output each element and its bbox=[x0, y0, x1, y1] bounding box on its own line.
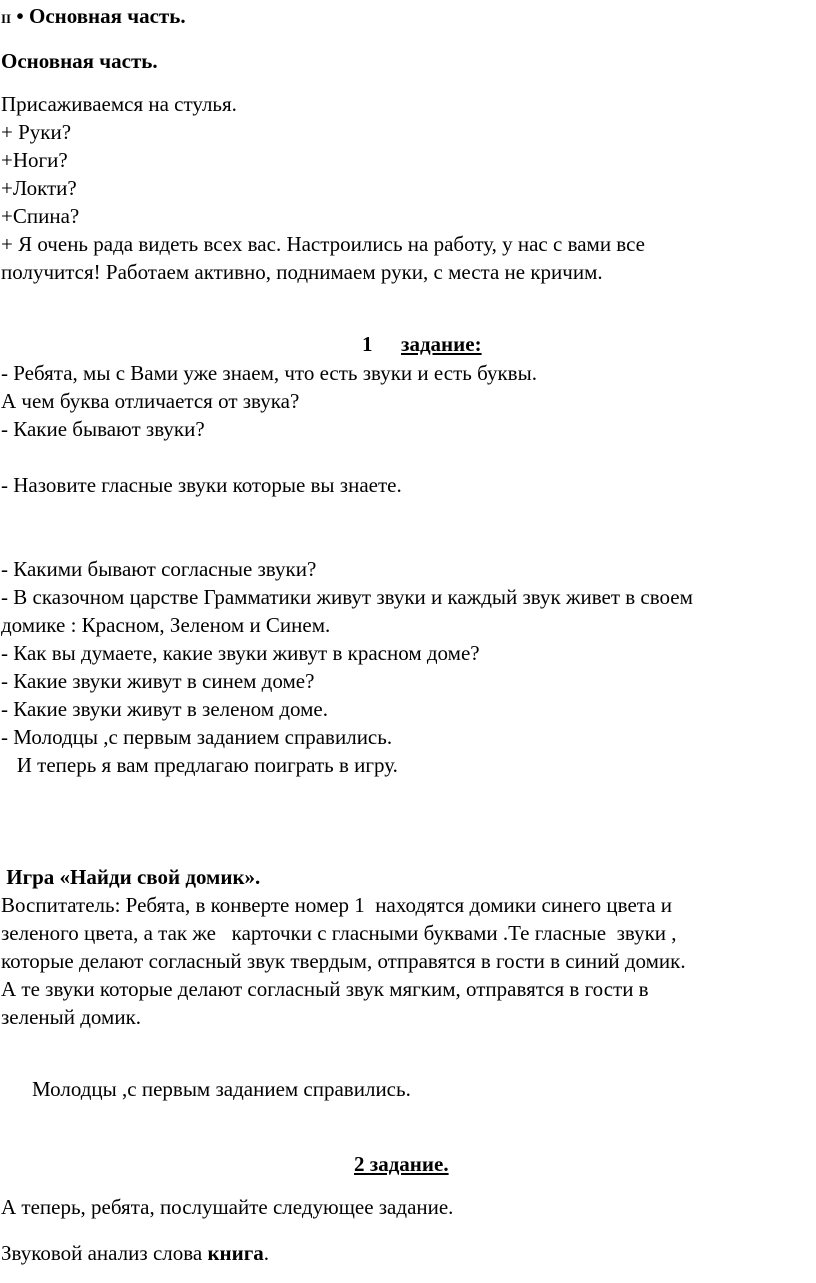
intro-line: +Локти? bbox=[1, 176, 77, 200]
game-line: зеленого цвета, а так же карточки с гласными буквами .Те гласные звуки , bbox=[1, 921, 677, 945]
intro-line: +Ноги? bbox=[1, 148, 68, 172]
task2-line: А теперь, ребята, послушайте следующее задание. bbox=[1, 1195, 454, 1219]
heading-title: Основная часть. bbox=[28, 4, 186, 28]
section-roman-numeral: II bbox=[1, 11, 12, 26]
game-title: Игра «Найди свой домик». bbox=[1, 865, 261, 889]
task1-line: - Ребята, мы с Вами уже знаем, что есть звуки и есть буквы. bbox=[1, 361, 537, 385]
task1-line: домике : Красном, Зеленом и Синем. bbox=[1, 613, 331, 637]
task1-line: И теперь я вам предлагаю поиграть в игру. bbox=[1, 753, 398, 777]
intro-line: + Руки? bbox=[1, 120, 72, 144]
task1-line: - Как вы думаете, какие звуки живут в красном доме? bbox=[1, 641, 480, 665]
task1-number: 1 bbox=[362, 332, 373, 356]
task2-word: книга bbox=[207, 1241, 264, 1265]
intro-line: +Спина? bbox=[1, 204, 80, 228]
game-line: Воспитатель: Ребята, в конверте номер 1 находятся домики синего цвета и bbox=[1, 893, 673, 917]
task2-word-analysis bbox=[1, 1240, 269, 1267]
section-title: Основная часть. bbox=[1, 49, 158, 73]
task1-line: А чем буква отличается от звука? bbox=[1, 389, 300, 413]
task1-line: - Какими бывают согласные звуки? bbox=[1, 557, 317, 581]
game-praise: Молодцы ,с первым заданием справились. bbox=[32, 1077, 411, 1101]
game-line: зеленый домик. bbox=[1, 1005, 142, 1029]
bullet-icon: • bbox=[16, 4, 24, 28]
task1-line: - В сказочном царстве Грамматики живут звуки и каждый звук живет в своем bbox=[1, 585, 693, 609]
page-heading bbox=[1, 3, 186, 32]
task1-line: - Какие звуки живут в зеленом доме. bbox=[1, 697, 328, 721]
task1-line: - Назовите гласные звуки которые вы знаете. bbox=[1, 473, 402, 497]
task1-line: - Молодцы ,с первым заданием справились. bbox=[1, 725, 393, 749]
task1-label: задание: bbox=[401, 332, 482, 356]
game-line: которые делают согласный звук твердым, отправятся в гости в синий домик. bbox=[1, 949, 686, 973]
task2-heading: 2 задание. bbox=[354, 1152, 449, 1176]
intro-line: + Я очень рада видеть всех вас. Настроились на работу, у нас с вами все bbox=[1, 232, 645, 256]
intro-line: получится! Работаем активно, поднимаем руки, с места не кричим. bbox=[1, 260, 603, 284]
intro-line: Присаживаемся на стулья. bbox=[1, 92, 237, 116]
task2-suffix: . bbox=[263, 1241, 270, 1265]
game-line: А те звуки которые делают согласный звук мягким, отправятся в гости в bbox=[1, 977, 649, 1001]
task1-heading bbox=[362, 331, 482, 358]
task1-line: - Какие бывают звуки? bbox=[1, 417, 205, 441]
task2-prefix: Звуковой анализ слова bbox=[1, 1241, 208, 1265]
task1-line: - Какие звуки живут в синем доме? bbox=[1, 669, 315, 693]
